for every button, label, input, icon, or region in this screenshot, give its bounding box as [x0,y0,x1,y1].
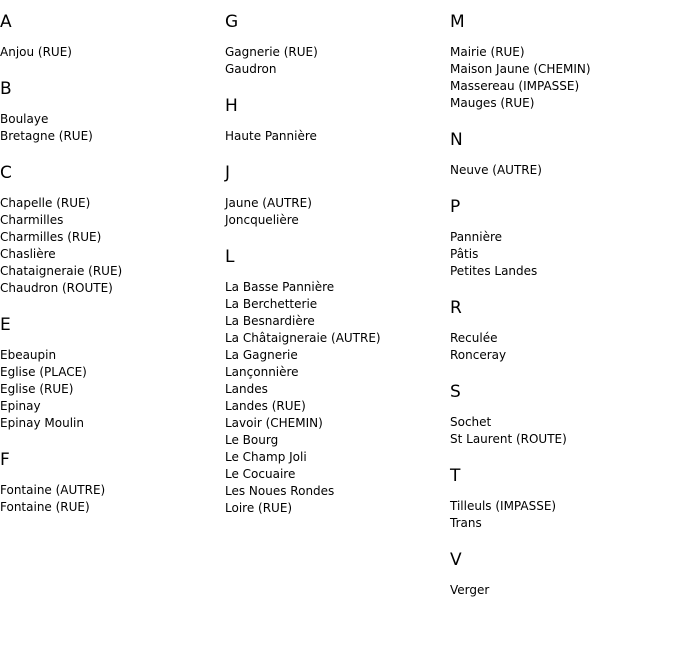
street-list [450,330,670,364]
street-item[interactable]: Maison Jaune (CHEMIN) [450,62,591,76]
letter-heading: C [0,163,12,183]
street-item[interactable]: Joncquelière [225,213,299,227]
street-item[interactable]: La Gagnerie [225,348,298,362]
letter-heading: H [225,96,238,116]
street-item[interactable]: Epinay Moulin [0,416,84,430]
street-item[interactable]: Charmilles (RUE) [0,230,102,244]
letter-section [0,315,220,432]
street-list [0,44,220,61]
letter-section [0,79,220,145]
street-item[interactable]: La Châtaigneraie (AUTRE) [225,331,381,345]
street-item[interactable]: Trans [450,516,482,530]
street-list [225,44,445,78]
street-item[interactable]: Chaslière [0,247,56,261]
street-item[interactable]: Les Noues Rondes [225,484,335,498]
street-item[interactable]: Landes (RUE) [225,399,306,413]
letter-heading: F [0,450,10,470]
street-list [225,128,445,145]
letter-heading: M [450,12,465,32]
street-item[interactable]: Jaune (AUTRE) [225,196,312,210]
street-item[interactable]: Loire (RUE) [225,501,293,515]
street-item[interactable]: Massereau (IMPASSE) [450,79,580,93]
street-item[interactable]: Landes [225,382,268,396]
street-item[interactable]: Pâtis [450,247,479,261]
street-list [450,582,670,599]
street-item[interactable]: Tilleuls (IMPASSE) [450,499,557,513]
letter-heading: V [450,550,462,570]
street-item[interactable]: Reculée [450,331,498,345]
street-item[interactable]: Fontaine (RUE) [0,500,90,514]
letter-heading: J [225,163,231,183]
street-item[interactable]: Verger [450,583,490,597]
street-item[interactable]: Gagnerie (RUE) [225,45,318,59]
street-item[interactable]: Bretagne (RUE) [0,129,93,143]
letter-section [450,466,670,532]
street-item[interactable]: Chataigneraie (RUE) [0,264,123,278]
letter-heading: B [0,79,12,99]
street-list [0,482,220,516]
index-column-2 [225,0,445,535]
street-item[interactable]: Fontaine (AUTRE) [0,483,106,497]
street-item[interactable]: Haute Pannière [225,129,317,143]
street-list [225,195,445,229]
letter-section [450,298,670,364]
street-item[interactable]: Pannière [450,230,503,244]
street-list [450,498,670,532]
street-item[interactable]: Epinay [0,399,41,413]
letter-section [450,12,670,112]
letter-heading: N [450,130,463,150]
letter-section [450,197,670,280]
street-item[interactable]: Lançonnière [225,365,299,379]
letter-heading: E [0,315,11,335]
letter-heading: T [450,466,461,486]
letter-heading: P [450,197,461,217]
street-item[interactable]: Chapelle (RUE) [0,196,91,210]
street-item[interactable]: Eglise (PLACE) [0,365,87,379]
street-item[interactable]: Ronceray [450,348,507,362]
street-item[interactable]: Anjou (RUE) [0,45,72,59]
street-item[interactable]: Charmilles [0,213,64,227]
street-item[interactable]: Mauges (RUE) [450,96,535,110]
letter-section [225,96,445,145]
street-list [0,111,220,145]
letter-heading: L [225,247,235,267]
letter-section [0,450,220,516]
street-item[interactable]: Le Bourg [225,433,279,447]
letter-section [225,163,445,229]
street-item[interactable]: Neuve (AUTRE) [450,163,542,177]
street-list [0,195,220,297]
letter-section [450,382,670,448]
street-item[interactable]: St Laurent (ROUTE) [450,432,567,446]
letter-heading: A [0,12,12,32]
street-item[interactable]: Eglise (RUE) [0,382,74,396]
street-list [225,279,445,517]
letter-section [0,163,220,297]
letter-heading: R [450,298,462,318]
street-item[interactable]: La Besnardière [225,314,315,328]
letter-heading: G [225,12,239,32]
street-item[interactable]: Mairie (RUE) [450,45,525,59]
letter-section [0,12,220,61]
street-list [0,347,220,432]
letter-heading: S [450,382,461,402]
street-list [450,44,670,112]
street-list [450,162,670,179]
street-item[interactable]: Chaudron (ROUTE) [0,281,113,295]
street-item[interactable]: Le Cocuaire [225,467,296,481]
street-list [450,414,670,448]
street-item[interactable]: Boulaye [0,112,49,126]
letter-section [450,550,670,599]
street-item[interactable]: Petites Landes [450,264,538,278]
street-item[interactable]: Ebeaupin [0,348,57,362]
street-item[interactable]: Gaudron [225,62,277,76]
index-column-1 [0,0,220,534]
letter-section [225,12,445,78]
street-item[interactable]: Lavoir (CHEMIN) [225,416,323,430]
street-item[interactable]: Le Champ Joli [225,450,307,464]
street-item[interactable]: Sochet [450,415,492,429]
street-item[interactable]: La Berchetterie [225,297,318,311]
letter-section [225,247,445,517]
street-list [450,229,670,280]
street-item[interactable]: La Basse Pannière [225,280,335,294]
index-column-3 [450,0,670,617]
letter-section [450,130,670,179]
